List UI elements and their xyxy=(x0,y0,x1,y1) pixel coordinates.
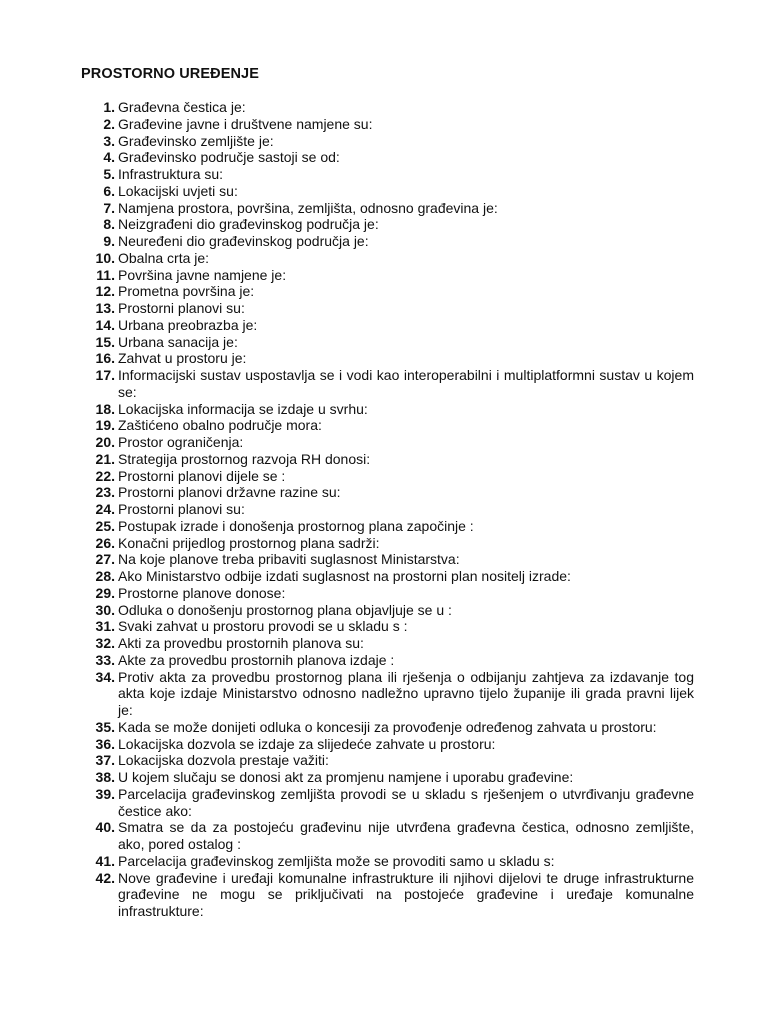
question-text: Postupak izrade i donošenja prostornog plana započinje : xyxy=(118,517,474,534)
question-item xyxy=(82,451,694,468)
question-item xyxy=(82,736,694,753)
question-text: Zaštićeno obalno područje mora: xyxy=(118,417,322,434)
question-item xyxy=(82,283,694,300)
question-number: 23. xyxy=(95,484,115,501)
question-text: Građevinsko zemljište je: xyxy=(118,132,274,149)
question-number: 20. xyxy=(95,434,115,450)
question-item xyxy=(82,618,694,635)
question-number: 7. xyxy=(103,199,115,216)
question-number: 21. xyxy=(95,450,115,467)
question-number: 12. xyxy=(95,283,115,300)
question-number: 18. xyxy=(95,400,115,417)
question-text: Prostorne planove donose: xyxy=(118,584,286,601)
question-text: Akte za provedbu prostornih planova izdaje : xyxy=(118,651,395,668)
question-item xyxy=(82,870,694,920)
question-number: 38. xyxy=(95,769,115,785)
question-item xyxy=(82,853,694,870)
question-text: Lokacijska dozvola prestaje važiti: xyxy=(118,752,329,769)
question-number: 27. xyxy=(95,551,115,568)
question-number: 25. xyxy=(95,517,115,534)
question-number: 22. xyxy=(95,467,115,484)
question-item xyxy=(82,350,694,367)
question-item xyxy=(82,216,694,233)
question-number: 9. xyxy=(103,233,115,249)
question-text: Građevine javne i društvene namjene su: xyxy=(118,115,373,132)
question-item xyxy=(82,417,694,434)
question-text: Prostorni planovi su: xyxy=(118,300,245,316)
question-item xyxy=(82,233,694,250)
question-number: 14. xyxy=(95,316,115,333)
question-item xyxy=(82,585,694,602)
question-item xyxy=(82,183,694,200)
question-list xyxy=(82,99,694,920)
question-text: Građevna čestica je: xyxy=(118,99,246,115)
question-number: 6. xyxy=(103,182,115,199)
question-text: Prostor ograničenja: xyxy=(118,434,244,450)
question-item xyxy=(82,518,694,535)
question-text: Infrastruktura su: xyxy=(118,166,224,182)
question-number: 24. xyxy=(95,501,115,517)
question-number: 1. xyxy=(103,99,115,115)
question-text: Urbana sanacija je: xyxy=(118,333,238,350)
question-number: 26. xyxy=(95,534,115,551)
question-text: Lokacijska dozvola se izdaje za slijedeće zahvate u prostoru: xyxy=(118,735,496,752)
question-text: Površina javne namjene je: xyxy=(118,266,287,283)
question-text: Akti za provedbu prostornih planova su: xyxy=(118,635,364,651)
question-text: U kojem slučaju se donosi akt za promjenu namjene i uporabu građevine: xyxy=(118,769,574,785)
question-number: 31. xyxy=(95,618,115,635)
question-item xyxy=(82,367,694,401)
question-text: Strategija prostornog razvoja RH donosi: xyxy=(118,450,371,467)
question-text: Urbana preobrazba je: xyxy=(118,316,258,333)
question-item xyxy=(82,535,694,552)
question-item xyxy=(82,752,694,769)
question-text: Ako Ministarstvo odbije izdati suglasnost na prostorni plan nositelj izrade: xyxy=(118,568,571,584)
question-number: 30. xyxy=(95,601,115,618)
question-item xyxy=(82,133,694,150)
question-number: 10. xyxy=(95,249,115,266)
question-number: 36. xyxy=(95,735,115,752)
question-text: Prostorni planovi državne razine su: xyxy=(118,484,341,501)
question-number: 3. xyxy=(103,132,115,149)
question-item xyxy=(82,200,694,217)
question-text: Smatra se da za postojeću građevinu nije utvrđena građevna čestica, odnosno zemljište, ako, pored ostalog : xyxy=(118,819,694,852)
question-item xyxy=(82,116,694,133)
question-text: Neuređeni dio građevinskog područja je: xyxy=(118,233,369,249)
question-item xyxy=(82,300,694,317)
question-item xyxy=(82,652,694,669)
question-item xyxy=(82,551,694,568)
question-item xyxy=(82,267,694,284)
question-item xyxy=(82,468,694,485)
question-number: 33. xyxy=(95,651,115,668)
question-text: Nove građevine i uređaji komunalne infrastrukture ili njihovi dijelovi te druge infrastrukturne građevine ne mogu se priključivati na postojeće građevine i uređaje komunalne infrastrukture: xyxy=(118,869,694,919)
question-number: 32. xyxy=(95,635,115,651)
question-text: Građevinsko područje sastoji se od: xyxy=(118,149,340,166)
question-text: Prostorni planovi dijele se : xyxy=(118,467,286,484)
question-text: Namjena prostora, površina, zemljišta, odnosno građevina je: xyxy=(118,199,498,216)
question-text: Lokacijski uvjeti su: xyxy=(118,182,238,199)
question-number: 16. xyxy=(95,350,115,367)
question-item xyxy=(82,501,694,518)
question-item xyxy=(82,99,694,116)
question-number: 29. xyxy=(95,584,115,601)
question-text: Kada se može donijeti odluka o koncesiji za provođenje određenog zahvata u prostoru: xyxy=(118,718,657,735)
question-number: 15. xyxy=(95,333,115,350)
question-number: 2. xyxy=(103,115,115,132)
question-item xyxy=(82,769,694,786)
question-item xyxy=(82,334,694,351)
question-item xyxy=(82,719,694,736)
question-number: 40. xyxy=(95,819,115,836)
question-number: 4. xyxy=(103,149,115,166)
question-item xyxy=(82,250,694,267)
question-number: 39. xyxy=(95,785,115,802)
question-text: Zahvat u prostoru je: xyxy=(118,350,247,367)
question-text: Svaki zahvat u prostoru provodi se u skladu s : xyxy=(118,618,408,635)
question-text: Prometna površina je: xyxy=(118,283,255,300)
question-text: Neizgrađeni dio građevinskog područja je: xyxy=(118,216,379,233)
question-number: 8. xyxy=(103,216,115,233)
question-number: 35. xyxy=(95,718,115,735)
question-number: 17. xyxy=(95,367,115,383)
question-number: 13. xyxy=(95,300,115,316)
question-number: 41. xyxy=(95,852,115,869)
question-item xyxy=(82,786,694,820)
question-item xyxy=(82,317,694,334)
question-number: 5. xyxy=(103,166,115,182)
question-item xyxy=(82,669,694,719)
question-item xyxy=(82,635,694,652)
question-text: Protiv akta za provedbu prostornog plana ili rješenja o odbijanju zahtjeva za izdavanje tog akta koje izdaje Ministarstvo odnosno nadležno upravno tijelo županije ili grada pravni lijek je: xyxy=(118,668,694,718)
question-text: Parcelacija građevinskog zemljišta može se provoditi samo u skladu s: xyxy=(118,852,555,869)
question-number: 11. xyxy=(96,266,115,283)
question-item xyxy=(82,434,694,451)
question-text: Prostorni planovi su: xyxy=(118,501,245,517)
question-number: 34. xyxy=(95,668,115,685)
question-text: Odluka o donošenju prostornog plana objavljuje se u : xyxy=(118,601,452,618)
question-number: 28. xyxy=(95,568,115,584)
question-item xyxy=(82,602,694,619)
question-item xyxy=(82,484,694,501)
question-item xyxy=(82,568,694,585)
question-text: Lokacijska informacija se izdaje u svrhu: xyxy=(118,400,368,417)
question-item xyxy=(82,819,694,853)
question-number: 37. xyxy=(95,752,115,769)
question-number: 42. xyxy=(95,869,115,886)
question-item xyxy=(82,401,694,418)
question-text: Parcelacija građevinskog zemljišta provodi se u skladu s rješenjem o utvrđivanju građevne čestice ako: xyxy=(118,785,694,819)
document-title: PROSTORNO UREĐENJE xyxy=(81,66,259,82)
question-text: Na koje planove treba pribaviti suglasnost Ministarstva: xyxy=(118,551,460,568)
question-number: 19. xyxy=(95,417,115,434)
question-item xyxy=(82,166,694,183)
question-item xyxy=(82,149,694,166)
question-text: Informacijski sustav uspostavlja se i vodi kao interoperabilni i multiplatformni sustav u kojem se: xyxy=(118,367,694,400)
question-text: Obalna crta je: xyxy=(118,249,210,266)
question-text: Konačni prijedlog prostornog plana sadrži: xyxy=(118,534,380,551)
